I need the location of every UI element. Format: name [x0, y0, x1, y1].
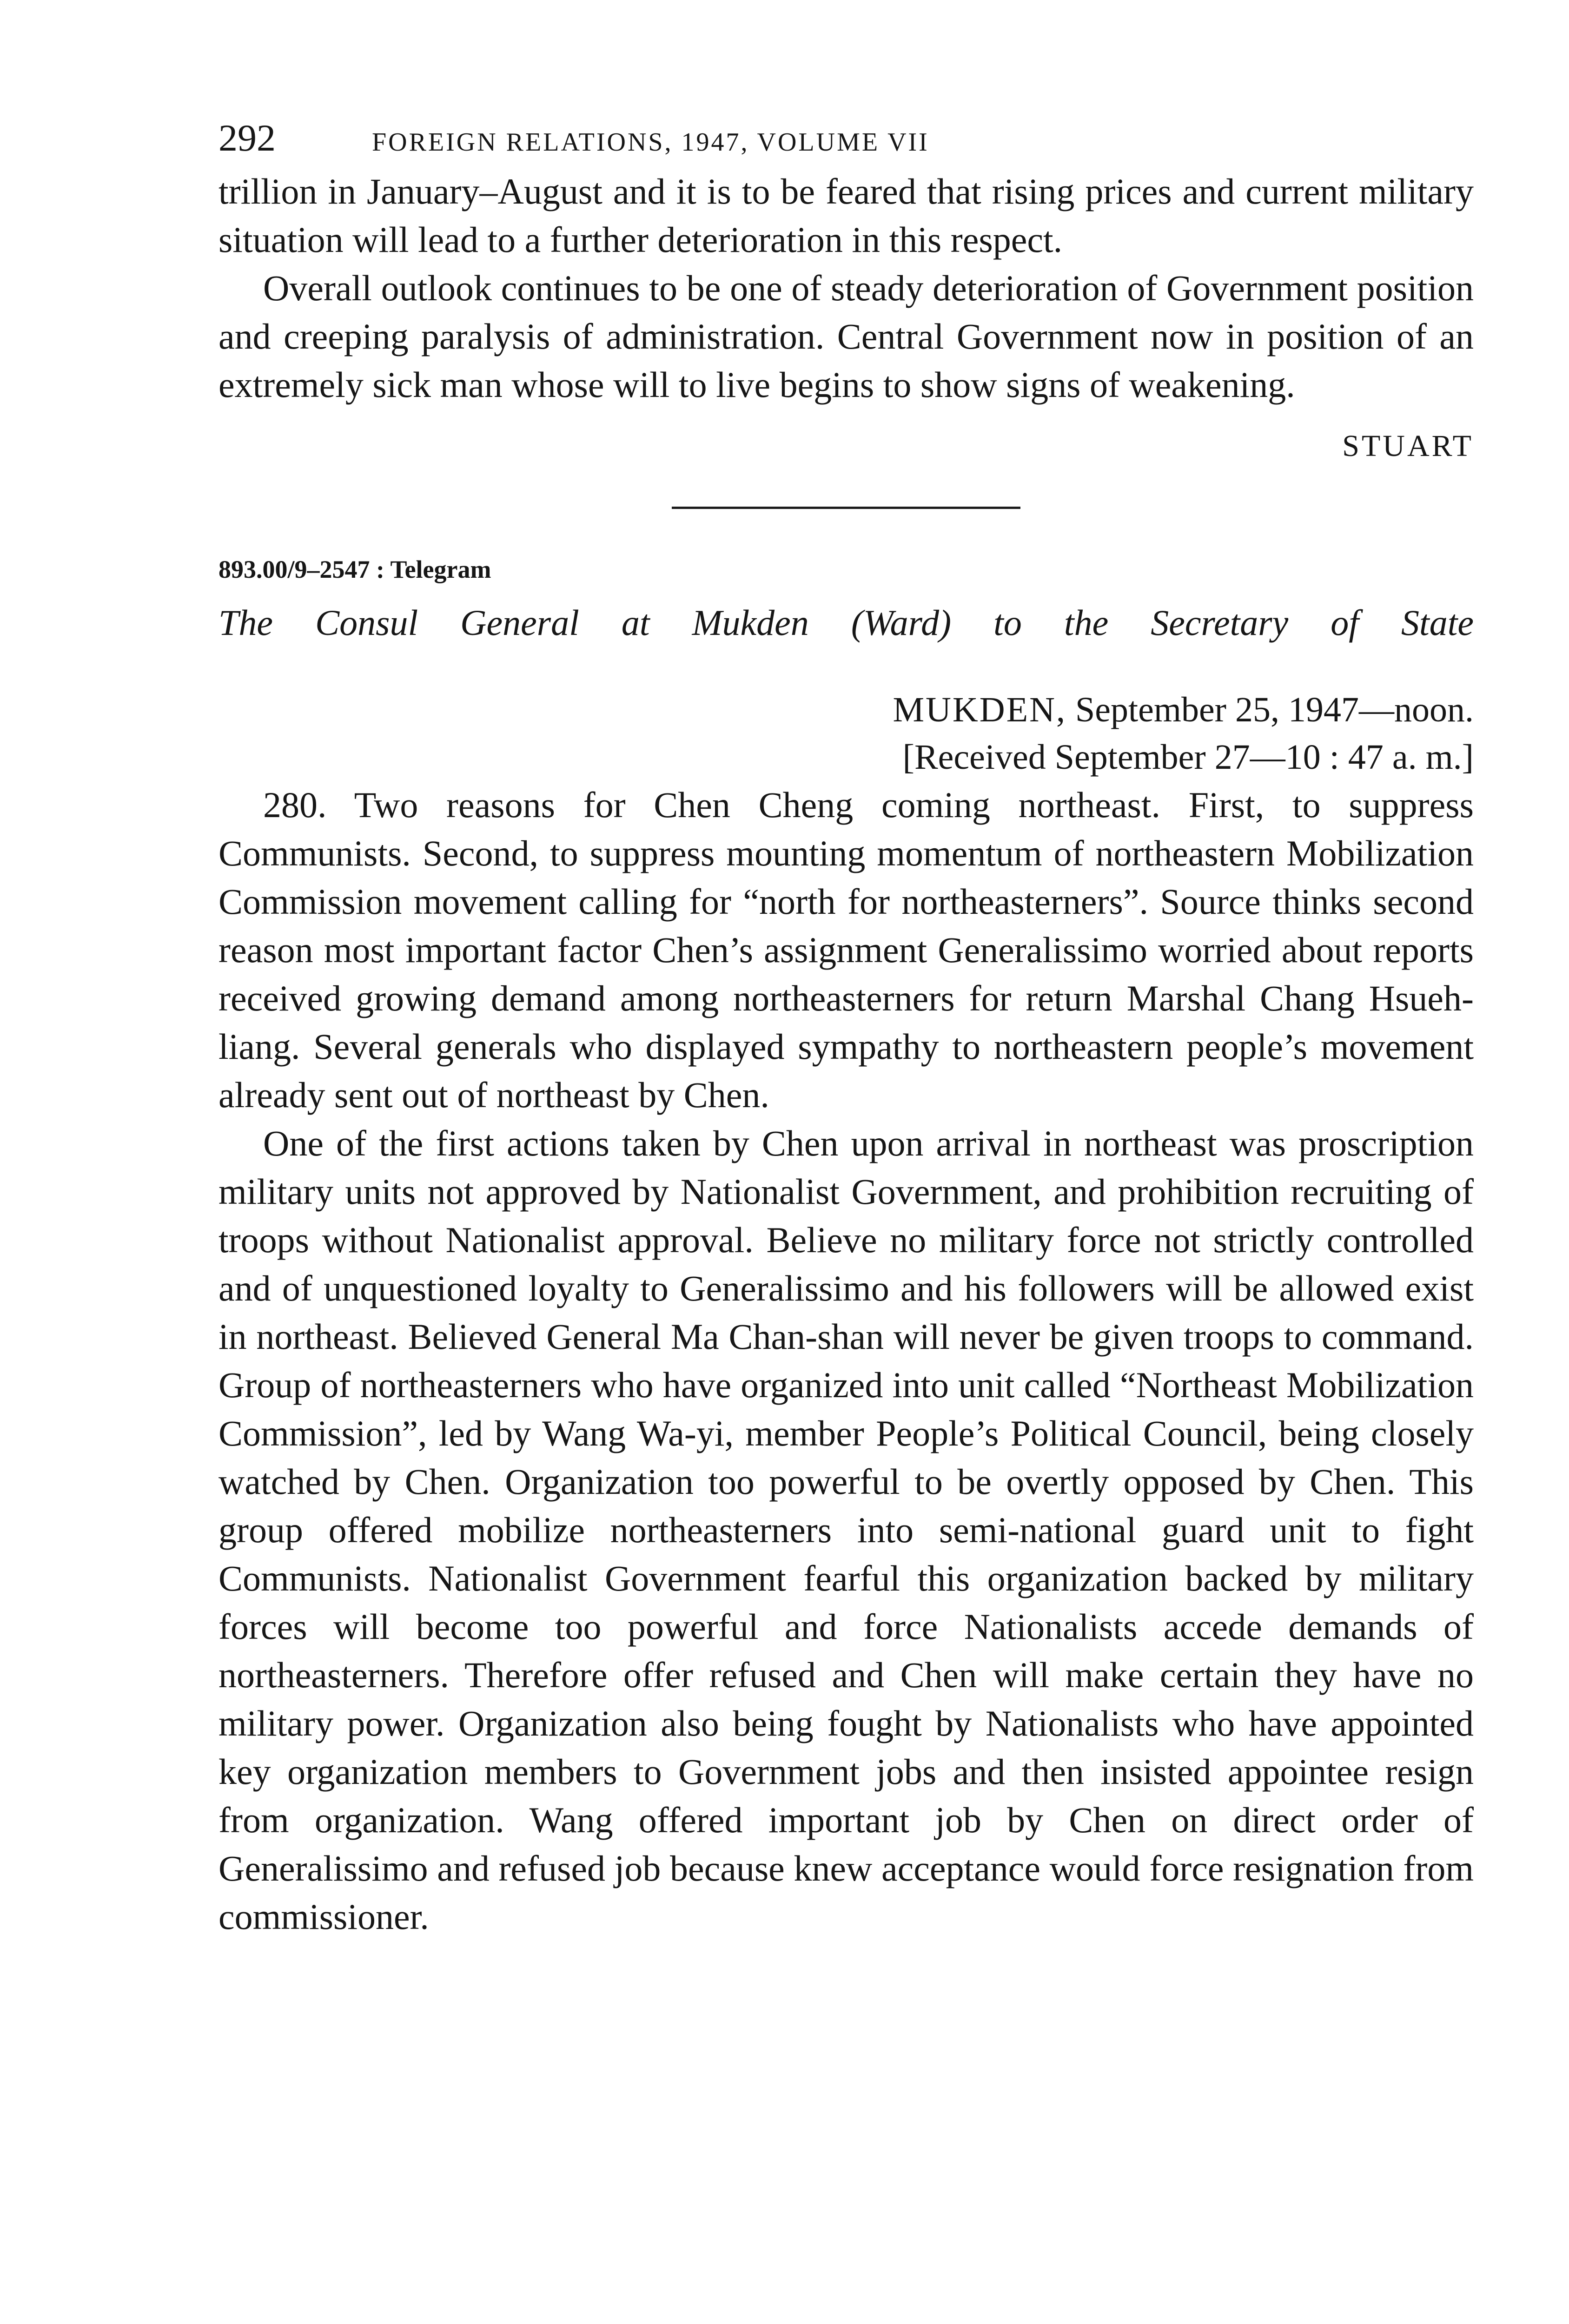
received-line: [Received September 27—10 : 47 a. m.]	[902, 738, 1474, 777]
file-reference: 893.00/9–2547 : Telegram	[218, 555, 491, 583]
document-heading: The Consul General at Mukden (Ward) to the Secretary of State	[218, 602, 1474, 643]
signature: STUART	[1342, 429, 1474, 463]
running-title: FOREIGN RELATIONS, 1947, VOLUME VII	[372, 128, 929, 157]
dateline-place: MUKDEN,	[893, 690, 1066, 729]
paragraph-outlook: Overall outlook continues to be one of steady deterioration of Government position and creeping paralysis of administration. Central Government now in position of an extremely sick man whose will to live begins to show signs of weakening.	[218, 268, 1474, 405]
dateline-date: September 25, 1947—noon.	[1075, 690, 1474, 729]
running-head	[218, 116, 1474, 167]
paragraph-continued: trillion in January–August and it is to be feared that rising prices and current military situation will lead to a further deterioration in this respect.	[218, 171, 1474, 260]
section-divider	[672, 507, 1020, 509]
paragraph-first-actions: One of the first actions taken by Chen upon arrival in northeast was proscription military units not approved by Nationalist Government, and prohibition recruiting of troops without Nationalist approval. Believe no military force not strictly controlled and of unquestioned loyalty to Generalissimo and his followers will be allowed exist in northeast. Believed General Ma Chan-shan will never be given troops to command. Group of northeasterners who have organized into unit called “Northeast Mobilization Commission”, led by Wang Wa-yi, member People’s Political Council, being closely watched by Chen. Organization too powerful to be overtly opposed by Chen. This group offered mobilize northeasterners into semi-national guard unit to fight Communists. Nationalist Government fearful this organization backed by military forces will become too powerful and force Nationalists accede demands of northeasterners. Therefore offer refused and Chen will make certain they have no military power. Organization also being fought by Nationalists who have appointed key organization members to Government jobs and then insisted appointee resign from organization. Wang offered important job by Chen on direct order of Generalissimo and refused job because knew acceptance would force resignation from commissioner.	[218, 1123, 1474, 1937]
page-number: 292	[218, 117, 276, 159]
paragraph-280: 280. Two reasons for Chen Cheng coming northeast. First, to suppress Communists. Second, to suppress mounting momentum of northeastern Mobilization Commission movement calling for “north for northeasterners”. Source thinks second reason most important factor Chen’s assignment Generalissimo worried about reports received growing demand among northeasterners for return Marshal Chang Hsueh-liang. Several generals who displayed sympathy to northeastern people’s movement already sent out of northeast by Chen.	[218, 785, 1474, 1115]
dateline	[218, 686, 1474, 733]
book-page	[218, 116, 1474, 1941]
